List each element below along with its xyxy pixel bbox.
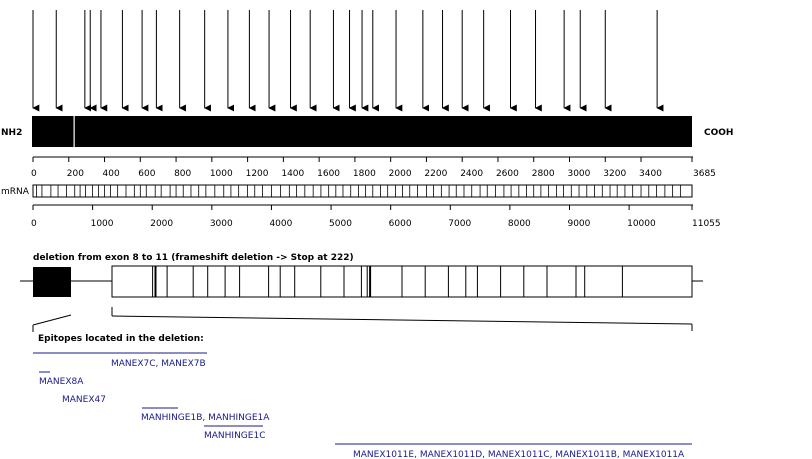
epitope-arrows bbox=[33, 10, 657, 108]
deleted-exon-block bbox=[33, 267, 71, 297]
protein-tick-label: 2000 bbox=[388, 169, 412, 179]
protein-tick-label: 1400 bbox=[281, 169, 305, 179]
epitope-label-ex8a: MANEX8A bbox=[39, 377, 84, 387]
protein-axis bbox=[31, 157, 693, 179]
epitope-label-ex47: MANEX47 bbox=[62, 395, 106, 405]
protein-tick-label: 600 bbox=[138, 169, 156, 179]
mrna-tick-label: 8000 bbox=[507, 219, 531, 229]
mrna-tick-label: 7000 bbox=[448, 219, 472, 229]
protein-tick-label: 0 bbox=[31, 169, 37, 179]
protein-tick-label: 200 bbox=[66, 169, 84, 179]
protein-tick-label: 3000 bbox=[567, 169, 591, 179]
mrna-tick-label: 9000 bbox=[567, 219, 591, 229]
mrna-tick-label: 3000 bbox=[209, 219, 233, 229]
zoom-left-line bbox=[33, 315, 71, 325]
protein-tick-label: 2800 bbox=[531, 169, 555, 179]
protein-tick-label: 1600 bbox=[317, 169, 341, 179]
mrna-tick-label: 5000 bbox=[329, 219, 352, 229]
mrna-label: mRNA bbox=[1, 187, 29, 197]
mrna-bar bbox=[33, 185, 692, 197]
deletion-title: deletion from exon 8 to 11 (frameshift deletion -> Stop at 222) bbox=[33, 253, 354, 263]
protein-bar bbox=[32, 116, 692, 147]
epitope-label-ex7: MANEX7C, MANEX7B bbox=[111, 359, 206, 369]
zoom-right-line bbox=[112, 316, 692, 324]
nterm-label: NH2 bbox=[1, 128, 23, 138]
protein-tick-label: 2200 bbox=[424, 169, 448, 179]
mrna-tick-label: 0 bbox=[31, 219, 37, 229]
protein-tick-label: 2600 bbox=[495, 169, 519, 179]
epitope-label-ex1011: MANEX1011E, MANEX1011D, MANEX1011C, MANEX1011B, MANEX1011A bbox=[353, 450, 685, 459]
protein-tick-label: 2400 bbox=[460, 169, 484, 179]
cterm-label: COOH bbox=[704, 128, 734, 138]
mrna-tick-label: 2000 bbox=[150, 219, 174, 229]
protein-tick-label: 1800 bbox=[352, 169, 376, 179]
protein-tick-label: 3200 bbox=[603, 169, 627, 179]
protein-end-label: 3685 bbox=[693, 169, 716, 179]
mrna-tick-label: 6000 bbox=[388, 219, 412, 229]
protein-tick-label: 1000 bbox=[209, 169, 233, 179]
protein-tick-label: 3400 bbox=[639, 169, 662, 179]
protein-tick-label: 400 bbox=[102, 169, 120, 179]
mrna-tick-label: 4000 bbox=[269, 219, 293, 229]
protein-tick-label: 800 bbox=[174, 169, 192, 179]
mrna-tick-label: 10000 bbox=[627, 219, 656, 229]
protein-tick-label: 1200 bbox=[245, 169, 269, 179]
epitope-label-hinge1: MANHINGE1B, MANHINGE1A bbox=[141, 413, 270, 423]
epitopes-header: Epitopes located in the deletion: bbox=[38, 334, 204, 344]
mrna-axis bbox=[31, 205, 693, 229]
mrna-tick-label: 1000 bbox=[90, 219, 114, 229]
mrna-end-label: 11055 bbox=[692, 219, 721, 229]
epitope-label-hinge1c: MANHINGE1C bbox=[204, 431, 266, 441]
